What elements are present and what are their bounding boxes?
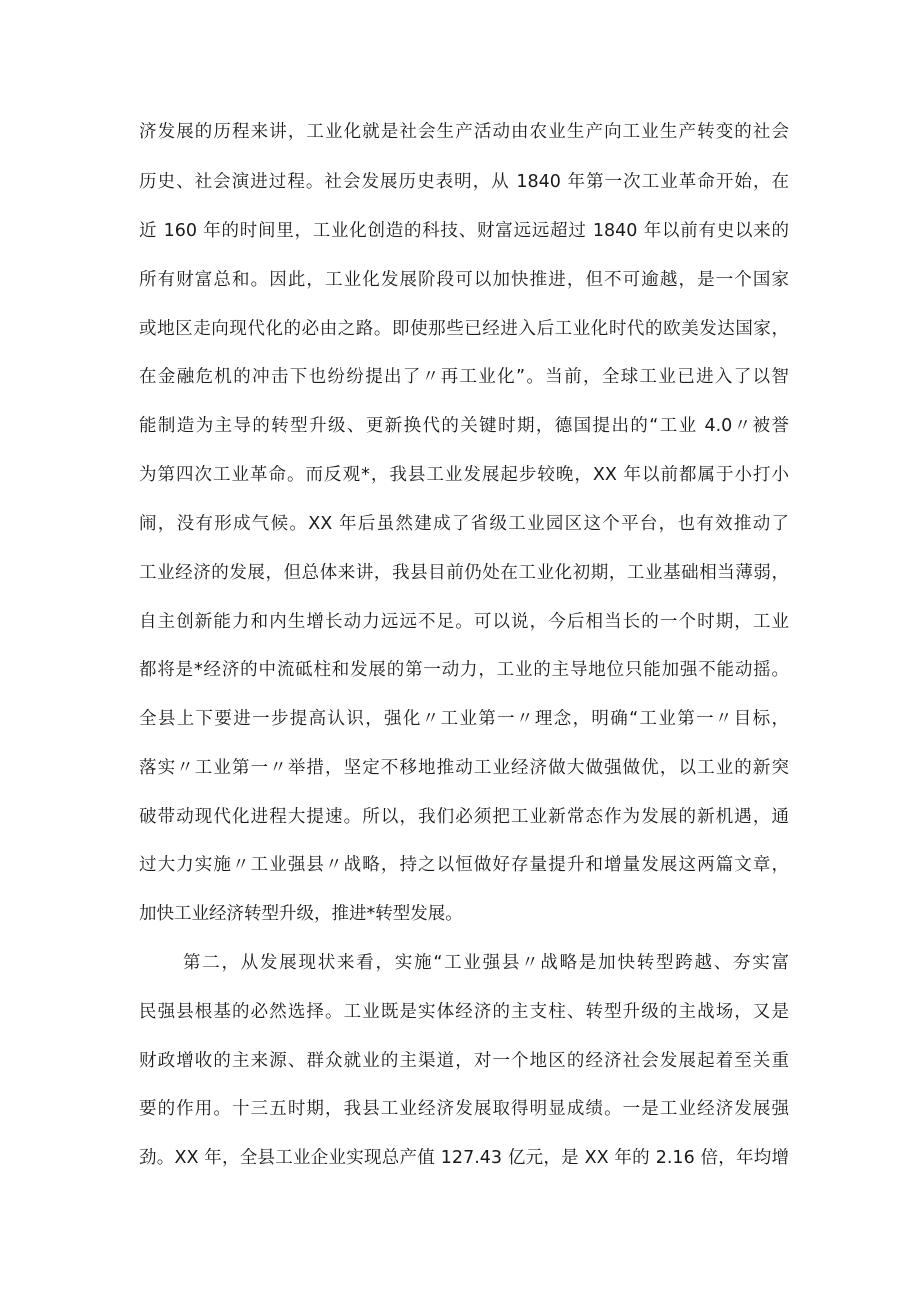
paragraph-line: 闹，没有形成气候。XX 年后虽然建成了省级工业园区这个平台，也有效推动了: [139, 514, 789, 534]
paragraph-line: 加快工业经济转型升级，推进*转型发展。: [139, 904, 463, 924]
paragraph-line: 或地区走向现代化的必由之路。即使那些已经进入后工业化时代的欧美发达国家，: [139, 319, 789, 339]
paragraph-line: 所有财富总和。因此，工业化发展阶段可以加快推进，但不可逾越，是一个国家: [139, 270, 789, 290]
paragraph-line: 近 160 年的时间里，工业化创造的科技、财富远远超过 1840 年以前有史以来的: [139, 221, 789, 241]
paragraph-line: 济发展的历程来讲，工业化就是社会生产活动由农业生产向工业生产转变的社会: [139, 122, 789, 142]
paragraph-line: 工业经济的发展，但总体来讲，我县目前仍处在工业化初期，工业基础相当薄弱，: [139, 563, 789, 583]
paragraph-line: 自主创新能力和内生增长动力远远不足。可以说，今后相当长的一个时期，工业: [139, 612, 789, 632]
paragraph-line: 能制造为主导的转型升级、更新换代的关键时期，德国提出的“工业 4.0〃被誉: [139, 416, 789, 436]
paragraph-line: 历史、社会演进过程。社会发展历史表明，从 1840 年第一次工业革命开始，在: [139, 172, 789, 192]
paragraph-line: 全县上下要进一步提高认识，强化〃工业第一〃理念，明确“工业第一〃目标，: [139, 709, 789, 729]
paragraph-line: 劲。XX 年，全县工业企业实现总产值 127.43 亿元，是 XX 年的 2.16 倍，年均增: [139, 1148, 789, 1168]
paragraph-line: 民强县根基的必然选择。工业既是实体经济的主支柱、转型升级的主战场，又是: [139, 1002, 789, 1022]
paragraph-line: 要的作用。十三五时期，我县工业经济发展取得明显成绩。一是工业经济发展强: [139, 1099, 789, 1119]
paragraph-line: 第二，从发展现状来看，实施“工业强县〃战略是加快转型跨越、夯实富: [183, 953, 789, 973]
paragraph-line: 为第四次工业革命。而反观*，我县工业发展起步较晚，XX 年以前都属于小打小: [139, 465, 789, 485]
paragraph-line: 落实〃工业第一〃举措，坚定不移地推动工业经济做大做强做优，以工业的新突: [139, 758, 789, 778]
paragraph-line: 过大力实施〃工业强县〃战略，持之以恒做好存量提升和增量发展这两篇文章，: [139, 855, 789, 875]
paragraph-line: 都将是*经济的中流砥柱和发展的第一动力，工业的主导地位只能加强不能动摇。: [139, 660, 789, 680]
paragraph-line: 破带动现代化进程大提速。所以，我们必须把工业新常态作为发展的新机遇，通: [139, 807, 789, 827]
paragraph-line: 财政增收的主来源、群众就业的主渠道，对一个地区的经济社会发展起着至关重: [139, 1051, 789, 1071]
paragraph-line: 在金融危机的冲击下也纷纷提出了〃再工业化”。当前，全球工业已进入了以智: [139, 367, 789, 387]
